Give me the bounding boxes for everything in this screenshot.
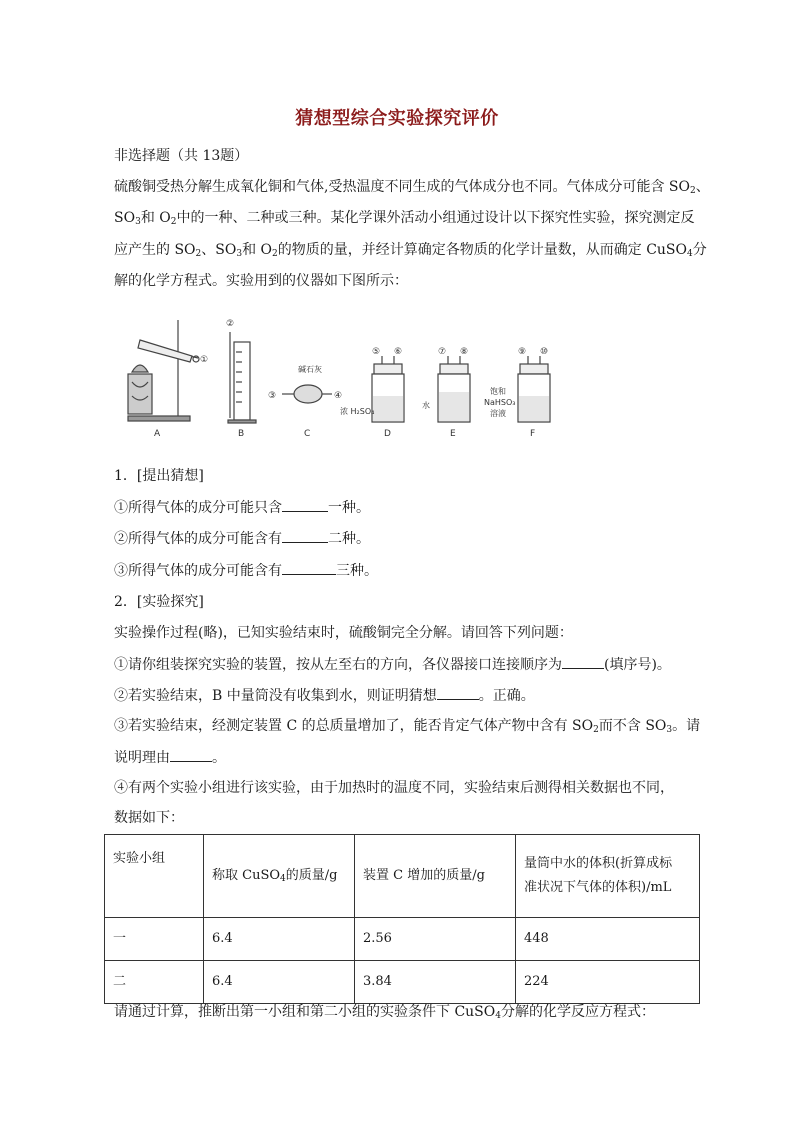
cell-increase: 2.56 xyxy=(355,918,516,961)
q2-heading: 2．[实验探究] xyxy=(114,594,204,610)
q2-intro: 实验操作过程(略)，已知实验结束时，硫酸铜完全分解。请回答下列问题： xyxy=(114,625,573,641)
q1-heading: 1．[提出猜想] xyxy=(114,468,204,484)
cell-group: 一 xyxy=(105,918,204,961)
cell-mass: 6.4 xyxy=(204,918,355,961)
page-title: 猜想型综合实验探究评价 xyxy=(295,108,499,129)
intro-line-3: 应产生的 $SO_2$、$SO_3$和 $O_2$的物质的量，并经计算确定各物质的化学计量数，从而确定 CuSO$_4$分 xyxy=(114,242,707,259)
port-10: ⑩ xyxy=(540,347,549,357)
port-2: ② xyxy=(226,319,235,329)
port-7: ⑦ xyxy=(438,347,447,357)
intro-line-1: 硫酸铜受热分解生成氧化铜和气体,受热温度不同生成的气体成分也不同。气体成分可能含 $SO_2$、 xyxy=(114,179,710,196)
cell-increase: 3.84 xyxy=(355,961,516,1004)
q2-item-4: ④有两个实验小组进行该实验，由于加热时的温度不同，实验结束后测得相关数据也不同， xyxy=(114,780,674,796)
label-b: B xyxy=(238,429,245,439)
intro-line-4: 解的化学方程式。实验用到的仪器如下图所示： xyxy=(114,273,408,289)
table-header-row xyxy=(105,835,700,918)
cell-group: 二 xyxy=(105,961,204,1004)
port-6: ⑥ xyxy=(394,347,403,357)
label-f: F xyxy=(530,429,536,439)
port-8: ⑧ xyxy=(460,347,469,357)
label-e-reagent: 水 xyxy=(422,401,430,410)
header-increase: 装置 C 增加的质量/g xyxy=(355,835,516,918)
q1-item-c: ③所得气体的成分可能含有 三种。 xyxy=(114,560,378,581)
apparatus-f xyxy=(518,356,550,422)
apparatus-figure xyxy=(118,312,574,444)
q1-item-b: ②所得气体的成分可能含有 二种。 xyxy=(114,528,370,549)
q2-item-3-cont: 说明理由 。 xyxy=(114,747,226,768)
port-1: ① xyxy=(200,355,209,365)
label-c-reagent: 碱石灰 xyxy=(298,365,322,374)
label-d: D xyxy=(384,429,391,439)
section-label: 非选择题（共 13题） xyxy=(114,148,249,164)
label-a: A xyxy=(154,429,161,439)
q2-item-2: ②若实验结束，B 中量筒没有收集到水，则证明猜想 。正确。 xyxy=(114,685,535,706)
label-f-reagent-3: 溶液 xyxy=(490,409,506,418)
apparatus-b xyxy=(228,332,256,423)
answer-blank[interactable] xyxy=(282,560,336,575)
answer-blank[interactable] xyxy=(282,497,328,512)
port-4: ④ xyxy=(334,391,343,401)
port-3: ③ xyxy=(268,391,277,401)
cell-volume: 448 xyxy=(516,918,700,961)
q2-item-3: ③若实验结束，经测定装置 C 的总质量增加了，能否肯定气体产物中含有 $SO_2$而不含 $SO_3$。请 xyxy=(114,718,701,735)
apparatus-c xyxy=(282,385,332,403)
answer-blank[interactable] xyxy=(437,685,479,700)
apparatus-d xyxy=(372,356,404,422)
cell-volume: 224 xyxy=(516,961,700,1004)
apparatus-e xyxy=(438,356,470,422)
header-group: 实验小组 xyxy=(105,835,204,918)
answer-blank[interactable] xyxy=(170,747,212,762)
data-table xyxy=(104,834,700,1004)
label-e: E xyxy=(450,429,456,439)
intro-line-2: $SO_3$和 $O_2$中的一种、二种或三种。某化学课外活动小组通过设计以下探究性实验，探究测定反 xyxy=(114,210,695,227)
final-question: 请通过计算，推断出第一小组和第二小组的实验条件下 CuSO$_4$分解的化学反应方程式： xyxy=(114,1004,655,1021)
q2-item-4-cont: 数据如下： xyxy=(114,810,184,826)
q1-item-a: ①所得气体的成分可能只含 一种。 xyxy=(114,497,370,518)
table-row xyxy=(105,918,700,961)
table-row xyxy=(105,961,700,1004)
cell-mass: 6.4 xyxy=(204,961,355,1004)
label-d-reagent: 浓 H₂SO₄ xyxy=(340,407,375,416)
port-5: ⑤ xyxy=(372,347,381,357)
port-9: ⑨ xyxy=(518,347,527,357)
label-f-reagent-1: 饱和 xyxy=(490,387,506,396)
answer-blank[interactable] xyxy=(282,528,328,543)
header-mass: 称取 CuSO$_4$的质量/g xyxy=(204,835,355,918)
answer-blank[interactable] xyxy=(562,654,604,669)
label-f-reagent-2: NaHSO₃ xyxy=(484,398,516,407)
apparatus-a xyxy=(128,320,199,421)
header-volume: 量筒中水的体积(折算成标 准状况下气体的体积)/mL xyxy=(516,835,700,918)
q2-item-1: ①请你组装探究实验的装置，按从左至右的方向，各仪器接口连接顺序为 (填序号)。 xyxy=(114,654,671,675)
label-c: C xyxy=(304,429,311,439)
